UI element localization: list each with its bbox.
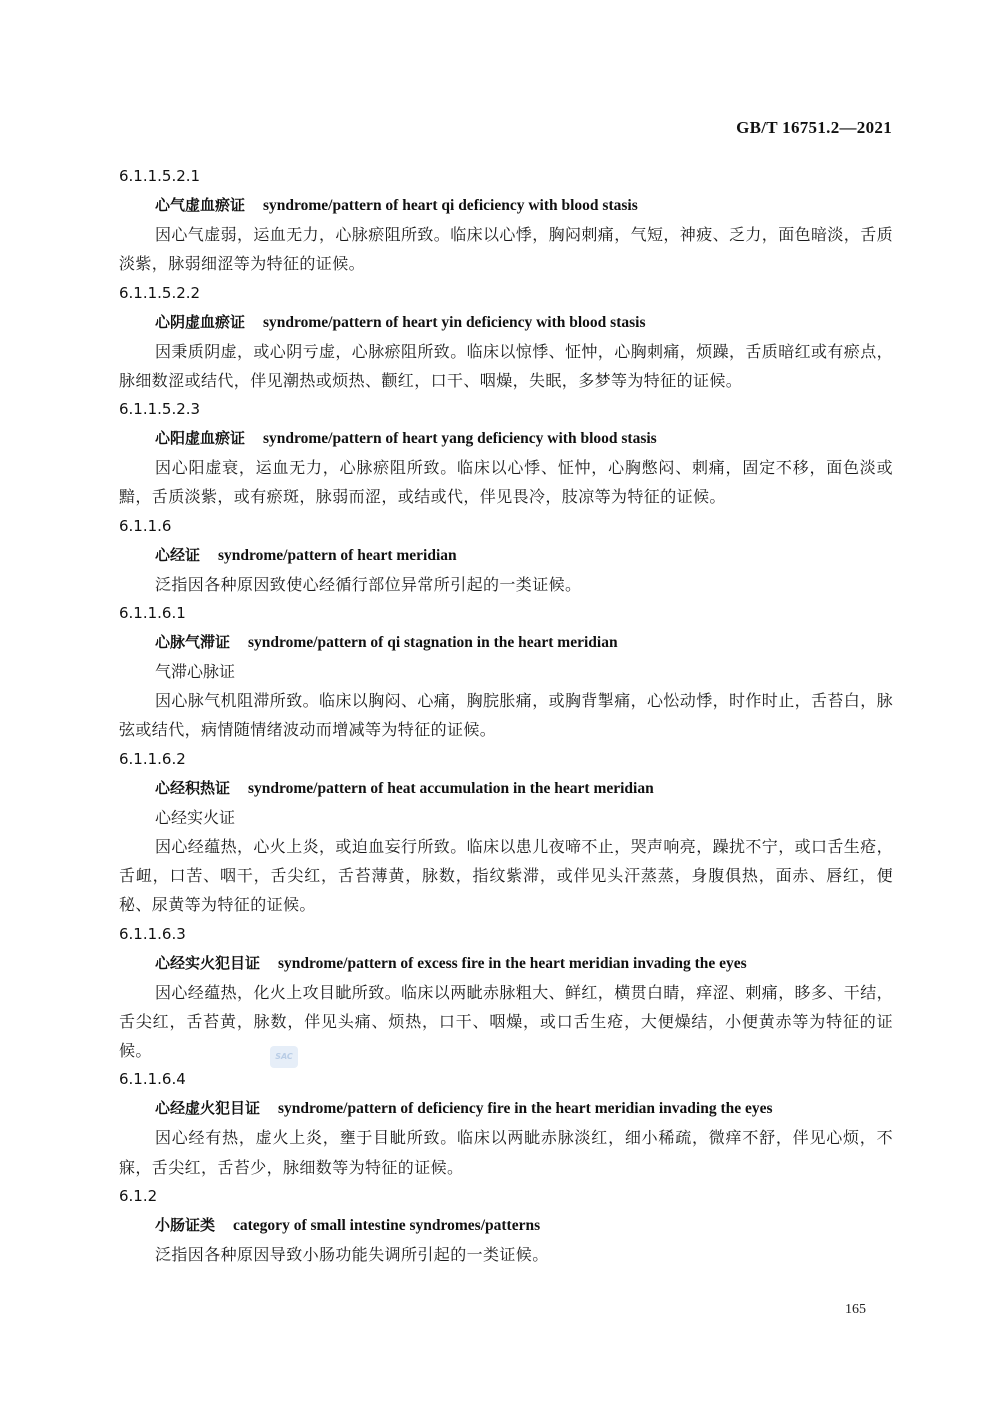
standard-code: GB/T 16751.2—2021 xyxy=(736,118,892,137)
term-en: syndrome/pattern of heat accumulation in the heart meridian xyxy=(248,779,654,797)
definition: 因心气虚弱，运血无力，心脉瘀阻所致。临床以心悸，胸闷刺痛，气短，神疲、乏力，面色暗淡，舌质淡紫，脉弱细涩等为特征的证候。 xyxy=(119,225,894,274)
definition: 泛指因各种原因导致小肠功能失调所引起的一类证候。 xyxy=(155,1245,549,1265)
term-heading xyxy=(119,1094,893,1123)
clause-number: 6.1.1.6 xyxy=(119,516,172,535)
definition: 因心脉气机阻滞所致。临床以胸闷、心痛，胸脘胀痛，或胸背掣痛，心忪动悸，时作时止，舌苔白，脉弦或结代，病情随情绪波动而增减等为特征的证候。 xyxy=(119,691,894,740)
term-cn: 心经证 xyxy=(155,545,201,564)
definition: 因秉质阴虚，或心阴亏虚，心脉瘀阻所致。临床以惊悸、怔忡，心胸刺痛，烦躁，舌质暗红或有瘀点，脉细数涩或结代，伴见潮热或烦热、颧红，口干、咽燥，失眠，多梦等为特征的证候。 xyxy=(119,341,894,390)
term-heading xyxy=(119,424,893,453)
clause-number: 6.1.1.5.2.2 xyxy=(119,283,201,302)
term-cn: 小肠证类 xyxy=(155,1216,216,1235)
term-cn: 心经积热证 xyxy=(155,778,231,797)
clause-number: 6.1.1.6.3 xyxy=(119,924,186,943)
watermark-logo: SAC xyxy=(270,1046,298,1068)
synonym-term: 心经实火证 xyxy=(155,807,236,827)
term-cn: 心脉气滞证 xyxy=(155,633,231,652)
clause-number: 6.1.1.6.2 xyxy=(119,749,186,768)
entry-6-1-1-6-4 xyxy=(119,1065,893,1182)
clause-number: 6.1.1.6.4 xyxy=(119,1070,186,1089)
document-body xyxy=(119,162,893,1269)
clause-number: 6.1.1.5.2.3 xyxy=(119,400,201,419)
entry-6-1-2 xyxy=(119,1182,893,1269)
term-cn: 心阳虚血瘀证 xyxy=(155,429,246,448)
term-en: syndrome/pattern of deficiency fire in the heart meridian invading the eyes xyxy=(278,1100,773,1118)
definition: 因心经蕴热，心火上炎，或迫血妄行所致。临床以患儿夜啼不止，哭声响亮，躁扰不宁，或口舌生疮，舌衄，口苦、咽干，舌尖红，舌苔薄黄，脉数，指纹紫滞，或伴见头汗蒸蒸，身腹俱热，面赤、唇红，便秘、尿黄等为特征的证候。 xyxy=(119,836,894,915)
entry-6-1-1-6 xyxy=(119,512,893,599)
clause-number: 6.1.1.6.1 xyxy=(119,604,186,623)
clause-number: 6.1.2 xyxy=(119,1187,158,1206)
term-heading xyxy=(119,1211,893,1240)
term-heading xyxy=(119,191,893,220)
definition: 因心阳虚衰，运血无力，心脉瘀阻所致。临床以心悸、怔忡，心胸憋闷、刺痛，固定不移，面色淡或黯，舌质淡紫，或有瘀斑，脉弱而涩，或结或代，伴见畏冷，肢凉等为特征的证候。 xyxy=(119,458,893,507)
term-heading xyxy=(119,308,893,337)
entry-6-1-1-5-2-3 xyxy=(119,395,893,512)
synonym-term: 气滞心脉证 xyxy=(155,662,236,682)
entry-6-1-1-6-1 xyxy=(119,599,893,745)
term-en: syndrome/pattern of excess fire in the heart meridian invading the eyes xyxy=(278,954,747,972)
term-en: syndrome/pattern of qi stagnation in the heart meridian xyxy=(248,634,618,652)
definition: 泛指因各种原因致使心经循行部位异常所引起的一类证候。 xyxy=(155,574,582,594)
term-heading xyxy=(119,628,893,657)
term-heading xyxy=(119,949,893,978)
clause-number: 6.1.1.5.2.1 xyxy=(119,167,201,185)
term-cn: 心气虚血瘀证 xyxy=(155,196,246,214)
term-heading xyxy=(119,541,893,570)
entry-6-1-1-6-2 xyxy=(119,745,893,920)
term-cn: 心经实火犯目证 xyxy=(155,953,261,972)
page-number: 165 xyxy=(845,1302,866,1317)
term-heading xyxy=(119,774,893,803)
term-en: syndrome/pattern of heart yang deficiency with blood stasis xyxy=(263,430,657,448)
entry-6-1-1-5-2-2 xyxy=(119,279,893,396)
term-en: syndrome/pattern of heart meridian xyxy=(218,546,457,564)
definition: 因心经有热，虚火上炎，壅于目眦所致。临床以两眦赤脉淡红，细小稀疏，微痒不舒，伴见心烦，不寐，舌尖红，舌苔少，脉细数等为特征的证候。 xyxy=(119,1128,893,1177)
term-cn: 心阴虚血瘀证 xyxy=(155,312,246,331)
term-en: syndrome/pattern of heart qi deficiency with blood stasis xyxy=(263,197,638,214)
definition: 因心经蕴热，化火上攻目眦所致。临床以两眦赤脉粗大、鲜红，横贯白睛，痒涩、刺痛，眵多、干结，舌尖红，舌苔黄，脉数，伴见头痛、烦热，口干、咽燥，或口舌生疮，大便燥结，小便黄赤等为特征的证候。 xyxy=(119,982,894,1061)
term-en: category of small intestine syndromes/patterns xyxy=(233,1217,541,1235)
entry-6-1-1-5-2-1 xyxy=(119,162,893,279)
term-en: syndrome/pattern of heart yin deficiency with blood stasis xyxy=(263,313,646,331)
entry-6-1-1-6-3 xyxy=(119,920,893,1066)
term-cn: 心经虚火犯目证 xyxy=(155,1099,261,1118)
